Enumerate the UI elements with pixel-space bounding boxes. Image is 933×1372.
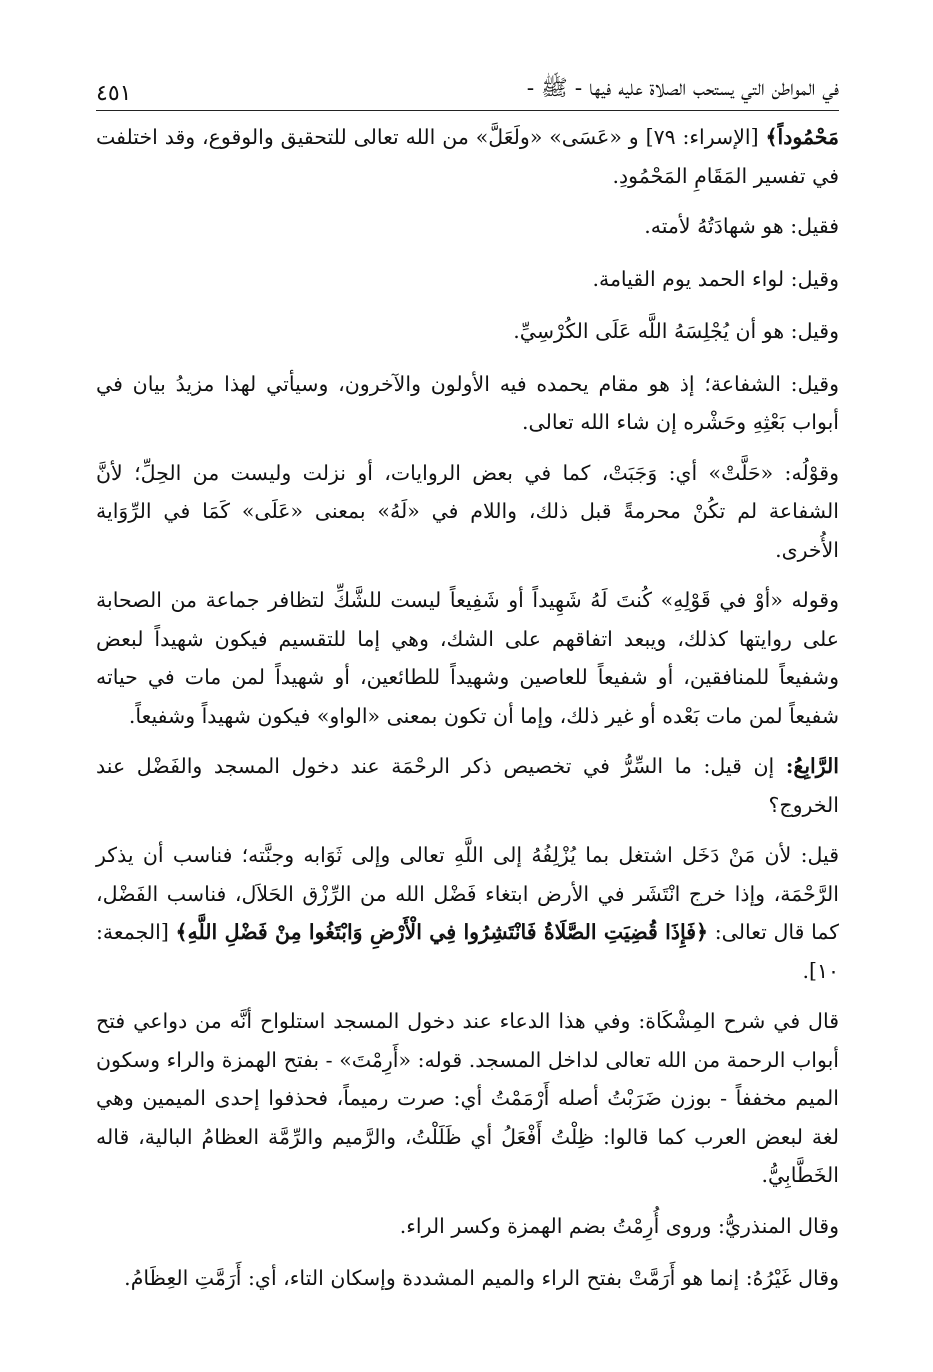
paragraph-text: [الإسراء: ٧٩] و «عَسَى» «ولَعَلَّ» من الله تعالى للتحقيق والوقوع، وقد اختلفت في تفسير المَقَامِ المَحْمُودِ. — [96, 125, 839, 188]
running-title: في المواطن التي يستحب الصلاة عليه فيها - ﷺ - — [526, 76, 839, 101]
paragraph-hallat — [96, 454, 839, 570]
paragraph-qil-shahada — [96, 207, 839, 246]
paragraph-text: وقيل: لواء الحمد يوم القيامة. — [592, 266, 839, 291]
paragraph-qil-shafaa — [96, 365, 839, 442]
paragraph-text: إن قيل: ما السِّرُّ في تخصيص ذكر الرحْمَة عند دخول المسجد والفَضْل عند الخروج؟ — [96, 754, 839, 817]
paragraph-mishkat — [96, 1002, 839, 1195]
paragraph-qil-liwa — [96, 260, 839, 299]
paragraph-text: وقوله «أوْ في قَوْلِهِ» كُنتَ لَهُ شَهِيداً أو شَفِيعاً ليست للشَّكِّ لتظافر جماعة من الصحابة على روايتها كذلك، ويبعد اتفاقهم على الشك، وهي إما للتقسيم فيكون شهيداً لبعض وشفيعاً للمنافقين، أو شفيعاً للعاصين وشهيداً للطائعين، أو شهيداً لمن مات في حياته شفيعاً لمن مات بَعْده أو غير ذلك، وإما أن تكون بمعنى «الواو» فيكون شهيداً وشفيعاً. — [96, 588, 839, 728]
paragraph-text: وقال المنذريُّ: وروى أُرِمْتُ بضم الهمزة وكسر الراء. — [399, 1213, 839, 1238]
paragraph-ghayruhu — [96, 1259, 839, 1298]
paragraph-text: وقوْلُه: «حَلَّتْ» أي: وَجَبَتْ، كما في بعض الروايات، أو نزلت وليست من الحِلِّ؛ لأنَّ الشفاعة لم تكُنْ محرمةً قبل ذلك، واللام في «لَهُ» بمعنى «عَلَى» كَمَا في الرِّوَاية الأُخرى. — [96, 460, 839, 562]
paragraph-al-rabi — [96, 747, 839, 824]
paragraph-text: فقيل: هو شهادَتُهُ لأمته. — [644, 214, 839, 238]
paragraph-lead: مَحْمُوداً﴾ — [765, 125, 839, 149]
page-header — [96, 62, 839, 111]
paragraph-qil-kursi — [96, 312, 839, 351]
page-number: ٤٥١ — [96, 81, 132, 106]
paragraph-text: قيل: لأن مَنْ دَخَل اشتغل بما يُزْلِفُهُ إلى اللَّهِ تعالى وإلى ثَوَابه وجنَّته؛ فناسب أن يذكر الرَّحْمَة، وإذا خرج انْتَشَر في الأرض ابتغاء فَضْل الله من الرِّزْق الحَلاَل، فناسب الفَضْل، كما قال تعالى: — [96, 843, 840, 944]
paragraph-maqam-mahmud — [96, 118, 839, 195]
paragraph-text: وقال غَيْرُهُ: إنما هو أَرَمَّتْ بفتح الراء والميم المشددة وإسكان التاء، أي: أَرَمَّتِ العِظَامُ. — [124, 1266, 839, 1290]
paragraph-text: وقيل: الشفاعة؛ إذ هو مقام يحمده فيه الأولون والآخرون، وسيأتي لهذا مزيدُ بيان في أبواب بَعْثِهِ وحَشْره إن شاء الله تعالى. — [96, 371, 839, 434]
main-text — [96, 118, 839, 1312]
paragraph-mundhiri — [96, 1207, 839, 1246]
paragraph-shahid-shafi — [96, 581, 839, 735]
paragraph-lead: الرَّابِعُ: — [785, 754, 839, 778]
paragraph-text: وقيل: هو أن يُجْلِسَهُ اللَّه عَلَى الكُرْسِيِّ. — [513, 319, 839, 343]
paragraph-qil-rahma-fadl — [96, 836, 839, 990]
paragraph-text: قال في شرح المِشْكَاة: وفي هذا الدعاء عند دخول المسجد استلواح أنَّه من دواعي فتح أبواب الرحمة من الله تعالى لداخل المسجد. قوله: «أَرِمْتَ» - بفتح الهمزة والراء وسكون الميم مخففاً - بوزن ضَرَبْتُ أصله أَرْمَمْتُ أي: صرت رميماً، فحذفوا إحدى الميمين وهي لغة لبعض العرب كما قالوا: ظِلْتُ أَفْعَلُ أي ظَلَلْتُ، والرَّميم والرِّمَّة العظامُ البالية، قاله الخَطَّابِيُّ. — [96, 1009, 839, 1187]
quran-verse: ﴿فَإِذَا قُضِيَتِ الصَّلَاةُ فَانْتَشِرُوا فِي الْأَرْضِ وَابْتَغُوا مِنْ فَضْلِ اللَّهِ﴾ — [175, 920, 709, 944]
verse-reference: [الجمعة: ١٠]. — [96, 920, 839, 983]
